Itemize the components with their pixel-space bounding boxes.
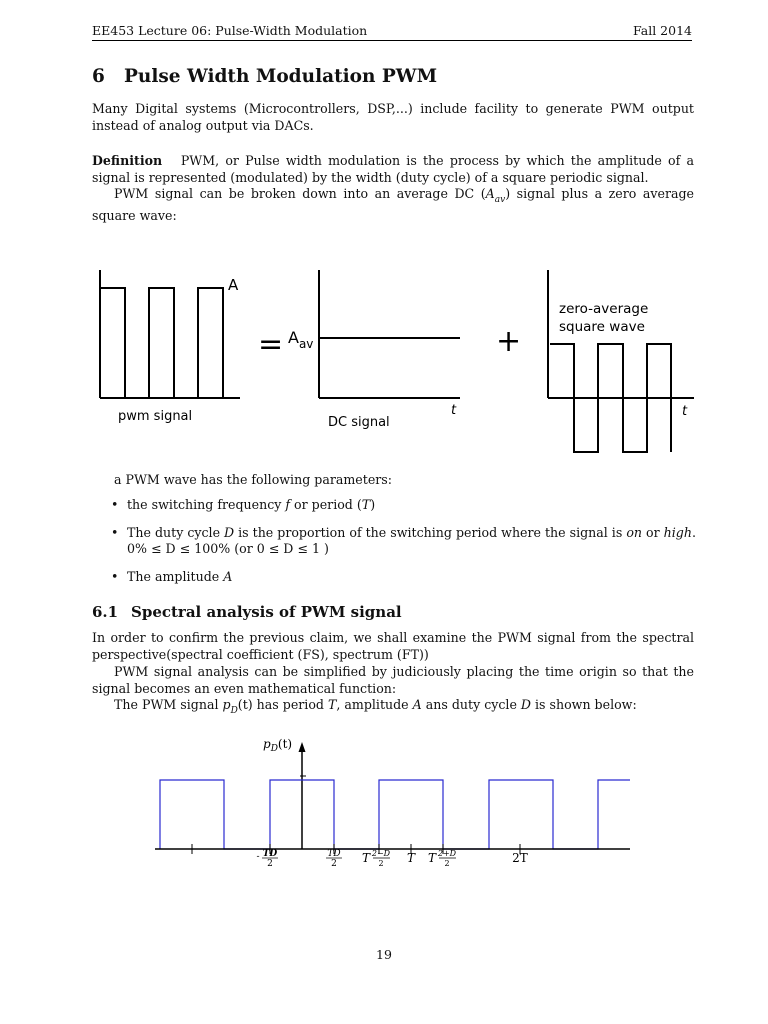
intro-paragraph: Many Digital systems (Microcontrollers, DSP,...) include facility to generate PWM output instead of analog output via DACs. [92,101,694,133]
tick-T-a-lead: T [361,851,371,865]
parameter-list [92,497,696,596]
section-title: Pulse Width Modulation PWM [124,66,438,87]
zero-avg-label-line2: square wave [559,319,645,335]
definition-label: Definition [92,153,163,168]
tick-T-a-num: 2−D [371,849,391,858]
subsection-heading [92,603,402,621]
params-intro: a PWM wave has the following parameters: [114,472,392,487]
tick-pos-den: 2 [331,859,337,869]
header-left: EE453 Lecture 06: Pulse-Width Modulation [92,23,368,38]
page-header [92,22,692,41]
subsection-number: 6.1 [92,603,119,621]
spectral-paragraph-1: In order to confirm the previous claim, we shall examine the PWM signal from the spectral perspective(spectral coefficient (FS), spectrum (FT)) [92,630,694,662]
tick-T-b-den: 2 [444,859,450,868]
tick-T-b-lead: T [427,851,437,865]
definition-text: PWM, or Pulse width modulation is the process by which the amplitude of a signal is represented (modulated) by the width (duty cycle) of a square periodic signal. [92,153,694,185]
dc-caption: DC signal [328,415,390,430]
pwm-even-signal-figure [150,732,640,872]
list-item: • The duty cycle D is the proportion of the switching period where the signal is on or high. 0% ≤ D ≤ 100% (or 0 ≤ D ≤ 1 ) [111,524,696,556]
decomposition-paragraph: PWM signal can be broken down into an average DC $(A_{av})$ signal plus a zero average square wave: [92,186,694,224]
y-axis-label: $p_D(t)$ [263,737,293,754]
tick-neg-sign: - [256,852,260,862]
pwm-waveform [100,288,223,398]
equals-sign: = [258,327,284,362]
tick-2T: 2T [512,851,528,865]
pwm-decomposition-figure [92,258,702,458]
tick-T: T [406,851,416,865]
pwm-caption: pwm signal [118,409,193,424]
section-heading [92,66,437,87]
spectral-paragraph-3: The PWM signal $p_D(t)$ has period T, amplitude A ans duty cycle D is shown below: [114,697,637,716]
dc-t-label: t [451,403,457,418]
aav-label: $A_{av}$ [288,328,314,351]
tick-neg-num: TD [262,849,278,859]
header-right: Fall 2014 [632,23,692,38]
zero-avg-label-line1: zero-average [559,301,649,317]
zero-avg-t-label: t [682,404,688,419]
tick-pos-num: TD [327,849,341,859]
plus-sign: + [496,324,522,359]
list-item: • The amplitude A [111,568,233,584]
pwm-even-waveform [160,780,630,849]
section-number: 6 [92,66,105,87]
page-number: 19 [376,947,392,962]
subsection-title: Spectral analysis of PWM signal [131,603,402,621]
amplitude-label: A [228,276,239,294]
tick-T-a-den: 2 [378,859,384,868]
definition-paragraph [92,153,694,186]
tick-neg-den: 2 [267,859,273,869]
spectral-paragraph-2: PWM signal analysis can be simplified by judiciously placing the time origin so that the signal becomes an even mathematical function: [92,664,694,696]
tick-T-b-num: 2+D [437,849,457,858]
y-axis-arrow [299,742,306,752]
list-item: • the switching frequency f or period (T) [111,497,376,512]
